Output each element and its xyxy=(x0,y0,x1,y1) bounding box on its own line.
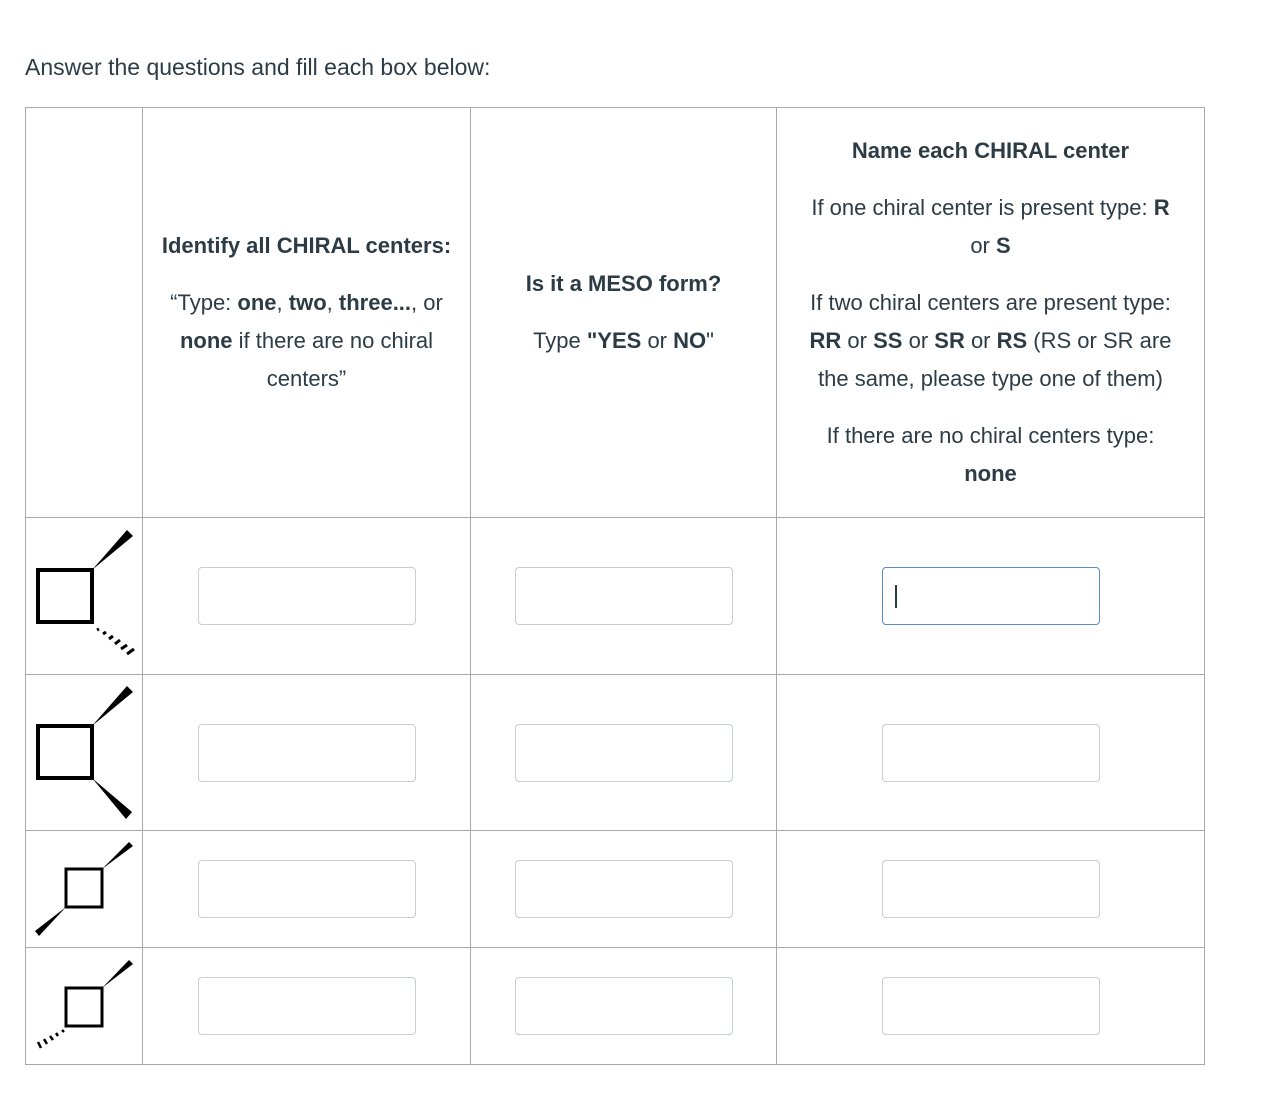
name-header-title: Name each CHIRAL center xyxy=(851,138,1130,163)
name-text: the same, please type one of them) xyxy=(818,366,1163,391)
name-text: or xyxy=(902,328,935,353)
chiral-name-input[interactable] xyxy=(882,724,1100,782)
meso-opt-yes: "YES xyxy=(586,328,642,353)
table-row xyxy=(26,948,1205,1065)
meso-text: Type xyxy=(533,328,587,353)
chiral-name-input[interactable] xyxy=(882,977,1100,1035)
name-text: If two chiral centers are present type: xyxy=(810,290,1171,315)
chiral-name-input[interactable] xyxy=(882,567,1100,625)
meso-answer-cell xyxy=(471,948,777,1065)
meso-input[interactable] xyxy=(515,567,733,625)
molecule-structure-1 xyxy=(26,518,143,674)
meso-input[interactable] xyxy=(515,977,733,1035)
meso-opt-no: NO xyxy=(673,328,707,353)
name-opt-s: S xyxy=(996,233,1011,258)
molecule-structure-4 xyxy=(26,948,143,1064)
text-cursor xyxy=(895,585,897,608)
name-answer-cell xyxy=(777,675,1205,831)
meso-text: or xyxy=(641,328,674,353)
chiral-opt-two: two xyxy=(288,290,327,315)
meso-input[interactable] xyxy=(515,860,733,918)
name-text: or xyxy=(970,233,996,258)
chiral-opt-none: none xyxy=(179,328,233,353)
chiral-answer-cell xyxy=(143,831,471,948)
chiral-name-input[interactable] xyxy=(882,860,1100,918)
name-answer-cell xyxy=(777,518,1205,675)
header-meso xyxy=(471,108,777,518)
chiral-answer-cell xyxy=(143,948,471,1065)
meso-answer-cell xyxy=(471,675,777,831)
instructions-heading: Answer the questions and fill each box below: xyxy=(25,54,491,80)
chiral-header-title: Identify all CHIRAL centers: xyxy=(161,233,452,258)
name-text: or xyxy=(841,328,874,353)
name-opt-none: none xyxy=(964,461,1017,486)
meso-answer-cell xyxy=(471,518,777,675)
chiral-answer-cell xyxy=(143,675,471,831)
chiral-text: if there are no chiral xyxy=(232,328,434,353)
header-chiral-centers xyxy=(143,108,471,518)
chiral-opt-one: one xyxy=(237,290,277,315)
header-structure-cell xyxy=(26,108,143,518)
name-answer-cell xyxy=(777,831,1205,948)
table-row xyxy=(26,518,1205,675)
table-row xyxy=(26,831,1205,948)
meso-answer-cell xyxy=(471,831,777,948)
table-row xyxy=(26,675,1205,831)
chiral-text: , xyxy=(276,290,289,315)
molecule-cell xyxy=(26,518,143,675)
quiz-table xyxy=(25,107,1205,1065)
meso-header-title: Is it a MESO form? xyxy=(525,271,722,296)
chiral-opt-three: three... xyxy=(338,290,412,315)
chiral-count-input[interactable] xyxy=(198,724,416,782)
molecule-cell xyxy=(26,948,143,1065)
chiral-count-input[interactable] xyxy=(198,860,416,918)
molecule-structure-2 xyxy=(26,675,143,830)
name-opt-r: R xyxy=(1153,195,1170,220)
name-opt-ss: SS xyxy=(873,328,903,353)
name-text: If one chiral center is present type: xyxy=(811,195,1154,220)
name-opt-rr: RR xyxy=(809,328,842,353)
name-answer-cell xyxy=(777,948,1205,1065)
header-name-chiral xyxy=(777,108,1205,518)
name-text: (RS or SR are xyxy=(1027,328,1172,353)
meso-text: " xyxy=(706,328,714,353)
chiral-text: centers” xyxy=(266,366,347,391)
chiral-text: , or xyxy=(411,290,443,315)
name-text: If there are no chiral centers type: xyxy=(826,423,1155,448)
chiral-text: “Type: xyxy=(170,290,238,315)
name-text: or xyxy=(964,328,997,353)
chiral-count-input[interactable] xyxy=(198,977,416,1035)
chiral-text: , xyxy=(326,290,339,315)
molecule-cell xyxy=(26,675,143,831)
meso-input[interactable] xyxy=(515,724,733,782)
name-opt-rs: RS xyxy=(996,328,1028,353)
chiral-count-input[interactable] xyxy=(198,567,416,625)
molecule-cell xyxy=(26,831,143,948)
header-row xyxy=(26,108,1205,518)
chiral-answer-cell xyxy=(143,518,471,675)
molecule-structure-3 xyxy=(26,831,143,947)
name-opt-sr: SR xyxy=(934,328,965,353)
